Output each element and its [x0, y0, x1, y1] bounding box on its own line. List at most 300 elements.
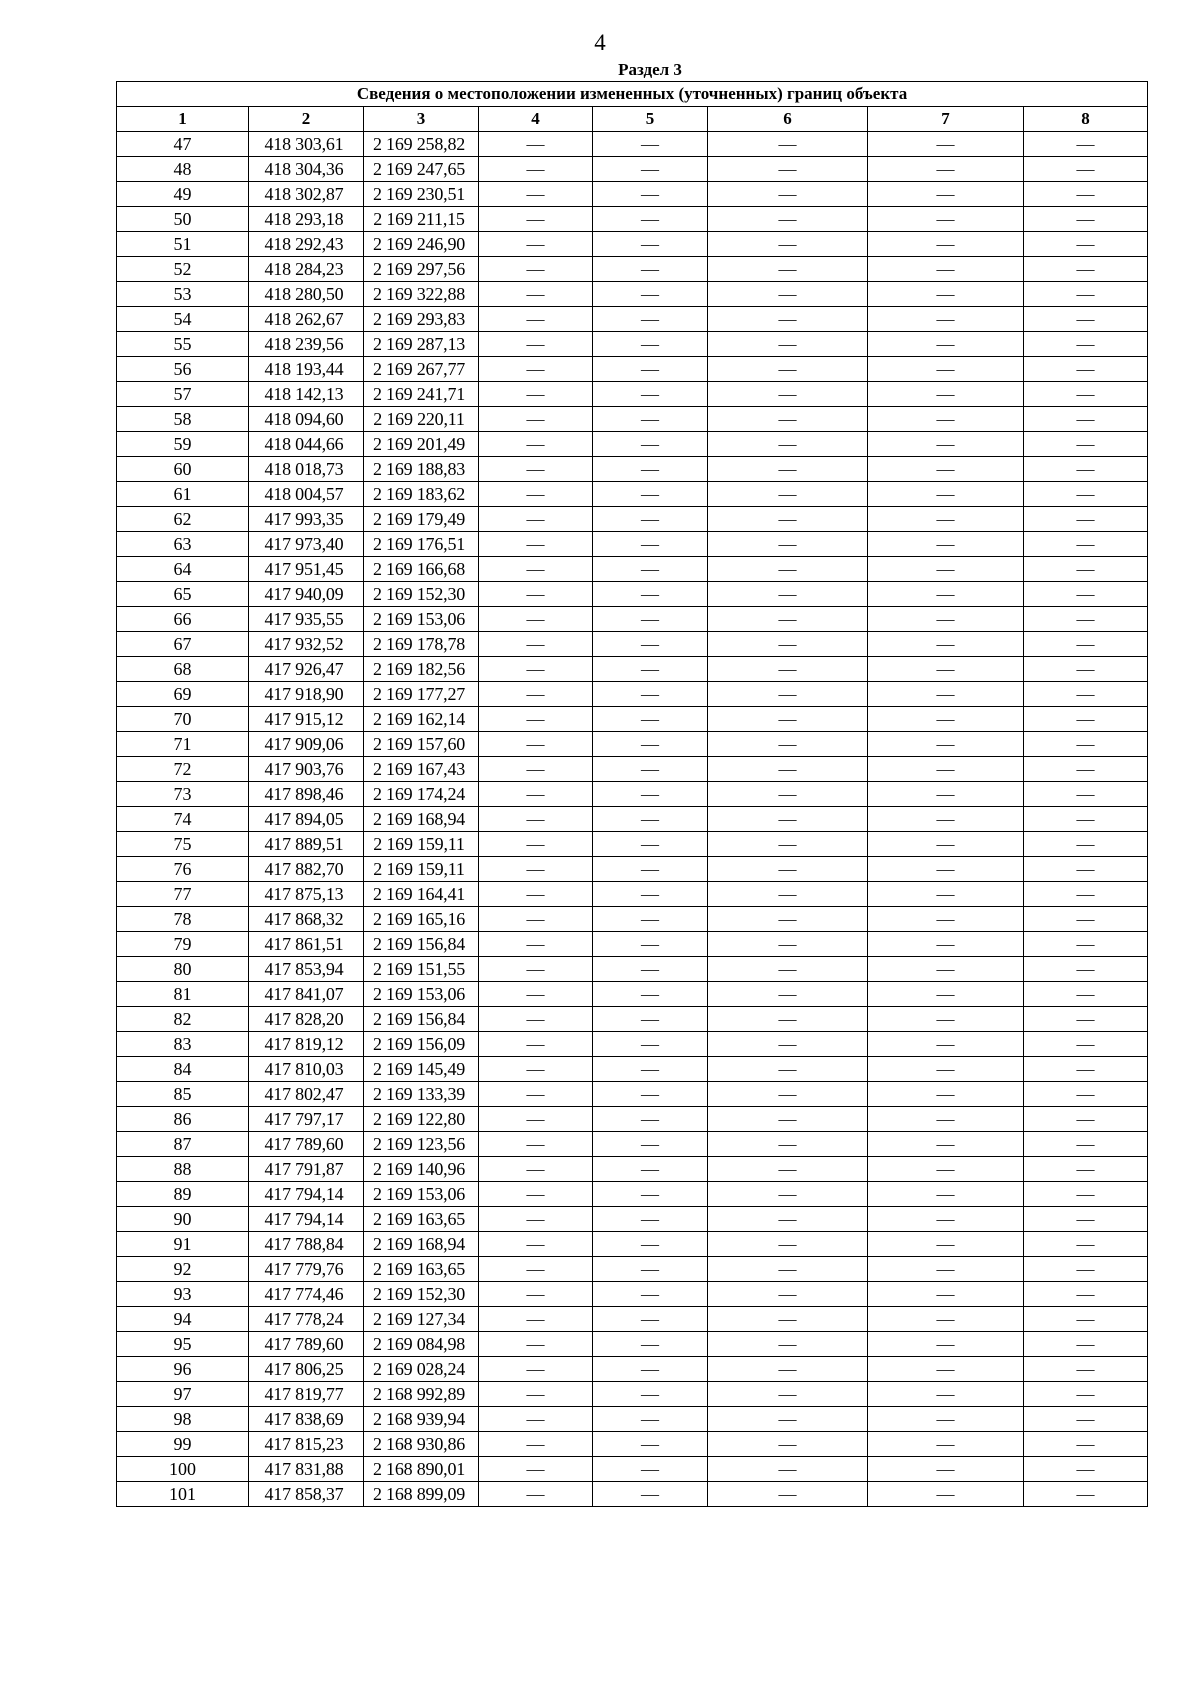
- empty-value-cell: —: [593, 1282, 708, 1307]
- empty-value-cell: —: [1024, 207, 1148, 232]
- y-coordinate-cell: 2 169 183,62: [364, 482, 479, 507]
- table-row: [117, 807, 1148, 832]
- empty-value-cell: —: [1024, 532, 1148, 557]
- y-coordinate-cell: 2 169 201,49: [364, 432, 479, 457]
- empty-value-cell: —: [593, 182, 708, 207]
- empty-value-cell: —: [868, 257, 1024, 282]
- point-number-cell: 57: [117, 382, 249, 407]
- point-number-cell: 47: [117, 132, 249, 157]
- boundary-coordinates-table: [116, 81, 1148, 1507]
- empty-value-cell: —: [1024, 1082, 1148, 1107]
- table-row: [117, 907, 1148, 932]
- x-coordinate-cell: 417 791,87: [249, 1157, 364, 1182]
- empty-value-cell: —: [593, 582, 708, 607]
- point-number-cell: 52: [117, 257, 249, 282]
- empty-value-cell: —: [593, 132, 708, 157]
- empty-value-cell: —: [868, 282, 1024, 307]
- empty-value-cell: —: [479, 282, 593, 307]
- table-row: [117, 1407, 1148, 1432]
- empty-value-cell: —: [868, 457, 1024, 482]
- empty-value-cell: —: [479, 1382, 593, 1407]
- empty-value-cell: —: [708, 507, 868, 532]
- point-number-cell: 95: [117, 1332, 249, 1357]
- empty-value-cell: —: [593, 1057, 708, 1082]
- empty-value-cell: —: [479, 732, 593, 757]
- x-coordinate-cell: 417 903,76: [249, 757, 364, 782]
- empty-value-cell: —: [708, 1382, 868, 1407]
- empty-value-cell: —: [1024, 582, 1148, 607]
- table-row: [117, 982, 1148, 1007]
- x-coordinate-cell: 417 841,07: [249, 982, 364, 1007]
- empty-value-cell: —: [479, 1257, 593, 1282]
- table-row: [117, 1382, 1148, 1407]
- table-row: [117, 1182, 1148, 1207]
- y-coordinate-cell: 2 169 287,13: [364, 332, 479, 357]
- x-coordinate-cell: 418 303,61: [249, 132, 364, 157]
- x-coordinate-cell: 417 789,60: [249, 1332, 364, 1357]
- empty-value-cell: —: [1024, 1482, 1148, 1507]
- point-number-cell: 94: [117, 1307, 249, 1332]
- table-row: [117, 857, 1148, 882]
- empty-value-cell: —: [708, 207, 868, 232]
- table-row: [117, 182, 1148, 207]
- x-coordinate-cell: 417 932,52: [249, 632, 364, 657]
- empty-value-cell: —: [593, 1032, 708, 1057]
- x-coordinate-cell: 417 926,47: [249, 657, 364, 682]
- table-row: [117, 1132, 1148, 1157]
- y-coordinate-cell: 2 169 153,06: [364, 982, 479, 1007]
- empty-value-cell: —: [593, 1482, 708, 1507]
- point-number-cell: 99: [117, 1432, 249, 1457]
- point-number-cell: 75: [117, 832, 249, 857]
- x-coordinate-cell: 418 004,57: [249, 482, 364, 507]
- empty-value-cell: —: [479, 1282, 593, 1307]
- y-coordinate-cell: 2 169 156,84: [364, 932, 479, 957]
- empty-value-cell: —: [593, 332, 708, 357]
- y-coordinate-cell: 2 169 153,06: [364, 607, 479, 632]
- empty-value-cell: —: [868, 857, 1024, 882]
- empty-value-cell: —: [479, 1207, 593, 1232]
- empty-value-cell: —: [479, 1432, 593, 1457]
- x-coordinate-cell: 417 831,88: [249, 1457, 364, 1482]
- empty-value-cell: —: [1024, 1257, 1148, 1282]
- table-row: [117, 732, 1148, 757]
- empty-value-cell: —: [479, 457, 593, 482]
- x-coordinate-cell: 417 828,20: [249, 1007, 364, 1032]
- empty-value-cell: —: [593, 782, 708, 807]
- x-coordinate-cell: 417 889,51: [249, 832, 364, 857]
- empty-value-cell: —: [868, 532, 1024, 557]
- empty-value-cell: —: [708, 982, 868, 1007]
- empty-value-cell: —: [593, 1332, 708, 1357]
- empty-value-cell: —: [479, 757, 593, 782]
- empty-value-cell: —: [868, 1107, 1024, 1132]
- empty-value-cell: —: [708, 1407, 868, 1432]
- empty-value-cell: —: [593, 932, 708, 957]
- empty-value-cell: —: [1024, 1332, 1148, 1357]
- empty-value-cell: —: [1024, 257, 1148, 282]
- empty-value-cell: —: [708, 1157, 868, 1182]
- empty-value-cell: —: [1024, 757, 1148, 782]
- empty-value-cell: —: [708, 382, 868, 407]
- empty-value-cell: —: [1024, 1207, 1148, 1232]
- y-coordinate-cell: 2 169 151,55: [364, 957, 479, 982]
- y-coordinate-cell: 2 169 123,56: [364, 1132, 479, 1157]
- point-number-cell: 85: [117, 1082, 249, 1107]
- empty-value-cell: —: [479, 507, 593, 532]
- x-coordinate-cell: 417 819,77: [249, 1382, 364, 1407]
- x-coordinate-cell: 417 797,17: [249, 1107, 364, 1132]
- empty-value-cell: —: [593, 1182, 708, 1207]
- empty-value-cell: —: [479, 632, 593, 657]
- empty-value-cell: —: [1024, 657, 1148, 682]
- y-coordinate-cell: 2 169 176,51: [364, 532, 479, 557]
- y-coordinate-cell: 2 169 127,34: [364, 1307, 479, 1332]
- table-row: [117, 232, 1148, 257]
- x-coordinate-cell: 417 868,32: [249, 907, 364, 932]
- empty-value-cell: —: [868, 382, 1024, 407]
- empty-value-cell: —: [708, 657, 868, 682]
- empty-value-cell: —: [479, 1307, 593, 1332]
- empty-value-cell: —: [593, 632, 708, 657]
- empty-value-cell: —: [479, 807, 593, 832]
- empty-value-cell: —: [708, 682, 868, 707]
- empty-value-cell: —: [1024, 632, 1148, 657]
- empty-value-cell: —: [708, 1282, 868, 1307]
- empty-value-cell: —: [479, 857, 593, 882]
- table-row: [117, 1357, 1148, 1382]
- table-row: [117, 257, 1148, 282]
- empty-value-cell: —: [593, 357, 708, 382]
- empty-value-cell: —: [708, 332, 868, 357]
- x-coordinate-cell: 417 779,76: [249, 1257, 364, 1282]
- point-number-cell: 84: [117, 1057, 249, 1082]
- section-title: Раздел 3: [618, 60, 682, 79]
- empty-value-cell: —: [708, 457, 868, 482]
- table-body: [117, 132, 1148, 1507]
- empty-value-cell: —: [708, 1132, 868, 1157]
- table-row: [117, 757, 1148, 782]
- empty-value-cell: —: [708, 482, 868, 507]
- point-number-cell: 81: [117, 982, 249, 1007]
- y-coordinate-cell: 2 169 084,98: [364, 1332, 479, 1357]
- empty-value-cell: —: [708, 1307, 868, 1332]
- empty-value-cell: —: [1024, 857, 1148, 882]
- empty-value-cell: —: [708, 882, 868, 907]
- empty-value-cell: —: [1024, 957, 1148, 982]
- point-number-cell: 83: [117, 1032, 249, 1057]
- empty-value-cell: —: [593, 282, 708, 307]
- y-coordinate-cell: 2 169 246,90: [364, 232, 479, 257]
- table-row: [117, 1457, 1148, 1482]
- y-coordinate-cell: 2 169 297,56: [364, 257, 479, 282]
- point-number-cell: 51: [117, 232, 249, 257]
- empty-value-cell: —: [479, 957, 593, 982]
- table-row: [117, 782, 1148, 807]
- empty-value-cell: —: [1024, 182, 1148, 207]
- empty-value-cell: —: [868, 332, 1024, 357]
- y-coordinate-cell: 2 169 159,11: [364, 832, 479, 857]
- empty-value-cell: —: [479, 1232, 593, 1257]
- empty-value-cell: —: [708, 1357, 868, 1382]
- x-coordinate-cell: 417 815,23: [249, 1432, 364, 1457]
- y-coordinate-cell: 2 169 168,94: [364, 1232, 479, 1257]
- empty-value-cell: —: [708, 1182, 868, 1207]
- empty-value-cell: —: [868, 782, 1024, 807]
- empty-value-cell: —: [593, 1257, 708, 1282]
- empty-value-cell: —: [708, 157, 868, 182]
- column-number: 2: [249, 107, 364, 132]
- empty-value-cell: —: [708, 782, 868, 807]
- empty-value-cell: —: [479, 1157, 593, 1182]
- empty-value-cell: —: [479, 232, 593, 257]
- x-coordinate-cell: 417 810,03: [249, 1057, 364, 1082]
- table-row: [117, 657, 1148, 682]
- table-row: [117, 832, 1148, 857]
- empty-value-cell: —: [479, 432, 593, 457]
- table-row: [117, 1157, 1148, 1182]
- point-number-cell: 86: [117, 1107, 249, 1132]
- point-number-cell: 96: [117, 1357, 249, 1382]
- empty-value-cell: —: [868, 1182, 1024, 1207]
- empty-value-cell: —: [868, 232, 1024, 257]
- empty-value-cell: —: [593, 1357, 708, 1382]
- table-caption-row: [117, 82, 1148, 107]
- empty-value-cell: —: [593, 707, 708, 732]
- empty-value-cell: —: [593, 732, 708, 757]
- y-coordinate-cell: 2 169 166,68: [364, 557, 479, 582]
- empty-value-cell: —: [479, 332, 593, 357]
- point-number-cell: 59: [117, 432, 249, 457]
- y-coordinate-cell: 2 168 930,86: [364, 1432, 479, 1457]
- table-row: [117, 432, 1148, 457]
- empty-value-cell: —: [868, 482, 1024, 507]
- empty-value-cell: —: [593, 1207, 708, 1232]
- empty-value-cell: —: [479, 1482, 593, 1507]
- point-number-cell: 48: [117, 157, 249, 182]
- empty-value-cell: —: [708, 257, 868, 282]
- point-number-cell: 87: [117, 1132, 249, 1157]
- empty-value-cell: —: [593, 457, 708, 482]
- table-row: [117, 582, 1148, 607]
- x-coordinate-cell: 417 802,47: [249, 1082, 364, 1107]
- empty-value-cell: —: [868, 1057, 1024, 1082]
- empty-value-cell: —: [868, 1257, 1024, 1282]
- point-number-cell: 73: [117, 782, 249, 807]
- empty-value-cell: —: [868, 307, 1024, 332]
- empty-value-cell: —: [479, 882, 593, 907]
- empty-value-cell: —: [479, 1032, 593, 1057]
- column-number: 8: [1024, 107, 1148, 132]
- x-coordinate-cell: 417 940,09: [249, 582, 364, 607]
- table-row: [117, 457, 1148, 482]
- empty-value-cell: —: [708, 1082, 868, 1107]
- empty-value-cell: —: [1024, 1232, 1148, 1257]
- empty-value-cell: —: [868, 1282, 1024, 1307]
- empty-value-cell: —: [593, 382, 708, 407]
- x-coordinate-cell: 417 838,69: [249, 1407, 364, 1432]
- point-number-cell: 92: [117, 1257, 249, 1282]
- table-row: [117, 1032, 1148, 1057]
- empty-value-cell: —: [708, 932, 868, 957]
- empty-value-cell: —: [1024, 1282, 1148, 1307]
- empty-value-cell: —: [593, 1082, 708, 1107]
- empty-value-cell: —: [1024, 557, 1148, 582]
- x-coordinate-cell: 417 993,35: [249, 507, 364, 532]
- x-coordinate-cell: 418 142,13: [249, 382, 364, 407]
- point-number-cell: 68: [117, 657, 249, 682]
- x-coordinate-cell: 417 794,14: [249, 1207, 364, 1232]
- point-number-cell: 72: [117, 757, 249, 782]
- point-number-cell: 69: [117, 682, 249, 707]
- empty-value-cell: —: [708, 1232, 868, 1257]
- y-coordinate-cell: 2 169 293,83: [364, 307, 479, 332]
- empty-value-cell: —: [868, 882, 1024, 907]
- empty-value-cell: —: [479, 1332, 593, 1357]
- x-coordinate-cell: 417 788,84: [249, 1232, 364, 1257]
- y-coordinate-cell: 2 169 122,80: [364, 1107, 479, 1132]
- empty-value-cell: —: [868, 1232, 1024, 1257]
- empty-value-cell: —: [479, 407, 593, 432]
- point-number-cell: 53: [117, 282, 249, 307]
- empty-value-cell: —: [479, 707, 593, 732]
- empty-value-cell: —: [593, 1382, 708, 1407]
- point-number-cell: 54: [117, 307, 249, 332]
- point-number-cell: 55: [117, 332, 249, 357]
- x-coordinate-cell: 417 909,06: [249, 732, 364, 757]
- table-caption: Сведения о местоположении измененных (уточненных) границ объекта: [117, 82, 1148, 107]
- empty-value-cell: —: [479, 132, 593, 157]
- empty-value-cell: —: [1024, 1307, 1148, 1332]
- empty-value-cell: —: [868, 1132, 1024, 1157]
- empty-value-cell: —: [708, 1457, 868, 1482]
- empty-value-cell: —: [1024, 932, 1148, 957]
- point-number-cell: 88: [117, 1157, 249, 1182]
- empty-value-cell: —: [479, 1057, 593, 1082]
- x-coordinate-cell: 417 882,70: [249, 857, 364, 882]
- empty-value-cell: —: [868, 907, 1024, 932]
- table-row: [117, 282, 1148, 307]
- empty-value-cell: —: [708, 707, 868, 732]
- empty-value-cell: —: [868, 182, 1024, 207]
- point-number-cell: 98: [117, 1407, 249, 1432]
- empty-value-cell: —: [708, 1032, 868, 1057]
- x-coordinate-cell: 417 806,25: [249, 1357, 364, 1382]
- y-coordinate-cell: 2 169 211,15: [364, 207, 479, 232]
- empty-value-cell: —: [708, 1332, 868, 1357]
- point-number-cell: 80: [117, 957, 249, 982]
- empty-value-cell: —: [1024, 832, 1148, 857]
- empty-value-cell: —: [868, 582, 1024, 607]
- empty-value-cell: —: [479, 657, 593, 682]
- empty-value-cell: —: [708, 832, 868, 857]
- table-row: [117, 1257, 1148, 1282]
- empty-value-cell: —: [868, 1157, 1024, 1182]
- point-number-cell: 93: [117, 1282, 249, 1307]
- empty-value-cell: —: [708, 1257, 868, 1282]
- y-coordinate-cell: 2 169 157,60: [364, 732, 479, 757]
- table-row: [117, 882, 1148, 907]
- point-number-cell: 71: [117, 732, 249, 757]
- column-number: 6: [708, 107, 868, 132]
- x-coordinate-cell: 418 239,56: [249, 332, 364, 357]
- y-coordinate-cell: 2 169 152,30: [364, 582, 479, 607]
- empty-value-cell: —: [868, 407, 1024, 432]
- empty-value-cell: —: [868, 682, 1024, 707]
- empty-value-cell: —: [868, 807, 1024, 832]
- y-coordinate-cell: 2 169 028,24: [364, 1357, 479, 1382]
- empty-value-cell: —: [479, 1132, 593, 1157]
- point-number-cell: 78: [117, 907, 249, 932]
- table-row: [117, 307, 1148, 332]
- empty-value-cell: —: [1024, 1157, 1148, 1182]
- point-number-cell: 89: [117, 1182, 249, 1207]
- table-row: [117, 407, 1148, 432]
- empty-value-cell: —: [1024, 457, 1148, 482]
- table-row: [117, 707, 1148, 732]
- empty-value-cell: —: [593, 757, 708, 782]
- y-coordinate-cell: 2 169 174,24: [364, 782, 479, 807]
- empty-value-cell: —: [708, 307, 868, 332]
- empty-value-cell: —: [868, 832, 1024, 857]
- empty-value-cell: —: [479, 157, 593, 182]
- empty-value-cell: —: [593, 157, 708, 182]
- empty-value-cell: —: [593, 657, 708, 682]
- y-coordinate-cell: 2 169 179,49: [364, 507, 479, 532]
- empty-value-cell: —: [593, 882, 708, 907]
- y-coordinate-cell: 2 169 267,77: [364, 357, 479, 382]
- x-coordinate-cell: 417 774,46: [249, 1282, 364, 1307]
- x-coordinate-cell: 418 280,50: [249, 282, 364, 307]
- empty-value-cell: —: [1024, 782, 1148, 807]
- empty-value-cell: —: [868, 1207, 1024, 1232]
- empty-value-cell: —: [868, 957, 1024, 982]
- empty-value-cell: —: [479, 1407, 593, 1432]
- empty-value-cell: —: [593, 482, 708, 507]
- y-coordinate-cell: 2 169 230,51: [364, 182, 479, 207]
- column-number: 4: [479, 107, 593, 132]
- x-coordinate-cell: 418 193,44: [249, 357, 364, 382]
- empty-value-cell: —: [593, 507, 708, 532]
- table-row: [117, 532, 1148, 557]
- empty-value-cell: —: [1024, 1432, 1148, 1457]
- empty-value-cell: —: [868, 1482, 1024, 1507]
- empty-value-cell: —: [1024, 707, 1148, 732]
- table-row: [117, 932, 1148, 957]
- column-number: 3: [364, 107, 479, 132]
- empty-value-cell: —: [868, 507, 1024, 532]
- empty-value-cell: —: [1024, 232, 1148, 257]
- empty-value-cell: —: [479, 557, 593, 582]
- empty-value-cell: —: [1024, 1107, 1148, 1132]
- point-number-cell: 61: [117, 482, 249, 507]
- table-row: [117, 1282, 1148, 1307]
- point-number-cell: 79: [117, 932, 249, 957]
- empty-value-cell: —: [1024, 332, 1148, 357]
- empty-value-cell: —: [868, 1307, 1024, 1332]
- y-coordinate-cell: 2 168 939,94: [364, 1407, 479, 1432]
- y-coordinate-cell: 2 169 156,84: [364, 1007, 479, 1032]
- x-coordinate-cell: 418 304,36: [249, 157, 364, 182]
- empty-value-cell: —: [479, 1357, 593, 1382]
- empty-value-cell: —: [593, 807, 708, 832]
- empty-value-cell: —: [479, 907, 593, 932]
- empty-value-cell: —: [868, 932, 1024, 957]
- empty-value-cell: —: [868, 1432, 1024, 1457]
- x-coordinate-cell: 417 858,37: [249, 1482, 364, 1507]
- empty-value-cell: —: [479, 1457, 593, 1482]
- point-number-cell: 62: [117, 507, 249, 532]
